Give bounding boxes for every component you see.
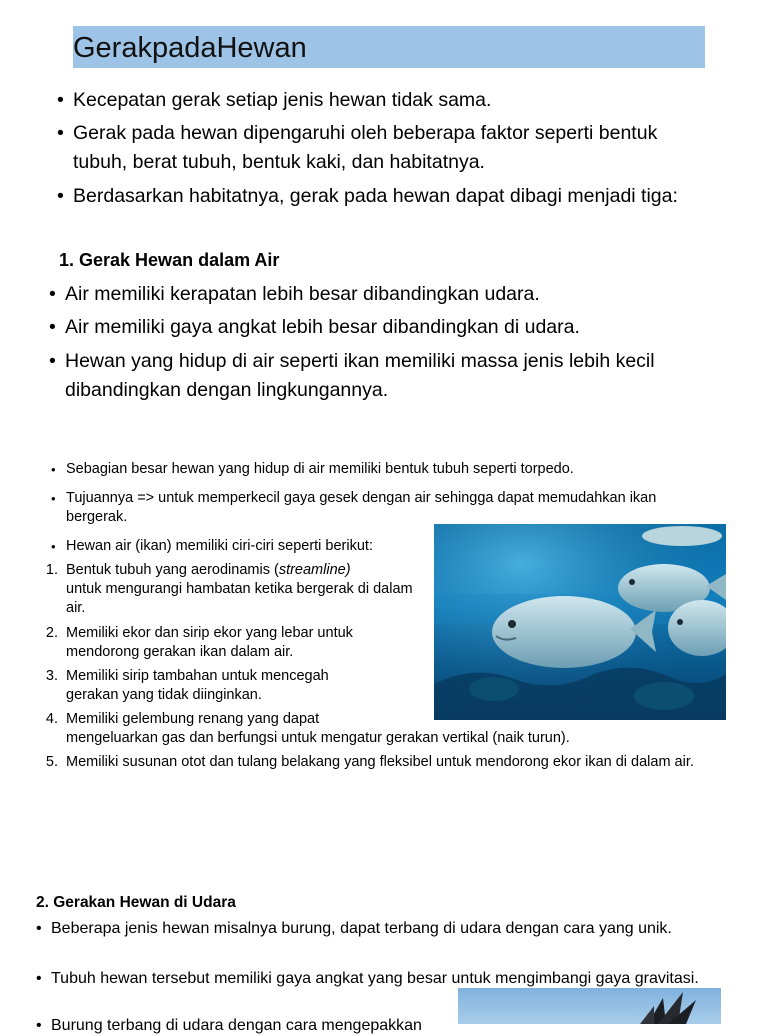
- item-text: Memiliki ekor dan sirip ekor yang lebar untuk mendorong gerakan ikan dalam air.: [66, 625, 353, 660]
- item-text: Memiliki sirip tambahan untuk mencegah gerakan yang tidak diinginkan.: [66, 668, 329, 703]
- numbered-item-1: [36, 561, 416, 618]
- small-bullet-1: Sebagian besar hewan yang hidup di air memiliki bentuk tubuh seperti torpedo.: [66, 461, 574, 477]
- small-bullet-3: Hewan air (ikan) memiliki ciri-ciri seperti berikut:: [66, 538, 373, 554]
- section1-bullet-3: Hewan yang hidup di air seperti ikan memiliki massa jenis lebih kecil dibandingkan dengan lingkungannya.: [65, 350, 655, 401]
- numbered-item-5: [36, 753, 736, 772]
- section1-bullet-1: Air memiliki kerapatan lebih besar dibandingkan udara.: [65, 283, 540, 305]
- numbered-item-3: [36, 667, 406, 705]
- page-title: GerakpadaHewan: [73, 32, 307, 64]
- item-number: 5.: [45, 754, 58, 770]
- item-number: 4.: [45, 711, 58, 727]
- item-text-cont: mengeluarkan gas dan berfungsi untuk mengatur gerakan vertikal (naik turun).: [66, 730, 570, 746]
- section2-bullet-2: Tubuh hewan tersebut memiliki gaya angkat yang besar untuk mengimbangi gaya gravitasi.: [51, 970, 699, 987]
- intro-bullet-3: Berdasarkan habitatnya, gerak pada hewan dapat dibagi menjadi tiga:: [73, 185, 678, 207]
- fish-illustration: [434, 524, 726, 720]
- intro-bullet-1: Kecepatan gerak setiap jenis hewan tidak sama.: [73, 89, 492, 111]
- section1-heading: 1. Gerak Hewan dalam Air: [59, 250, 280, 270]
- item-text: Memiliki susunan otot dan tulang belakang yang fleksibel untuk mendorong ekor ikan di dalam air.: [66, 754, 694, 770]
- item-text-cont: untuk mengurangi hambatan ketika bergerak di dalam air.: [66, 581, 413, 616]
- section2-bullet-3: Burung terbang di udara dengan cara mengepakkan: [51, 1017, 422, 1034]
- item-text: Bentuk tubuh yang aerodinamis (: [66, 562, 279, 578]
- item-italic: streamline): [278, 562, 351, 578]
- section1-bullet-2: Air memiliki gaya angkat lebih besar dibandingkan di udara.: [65, 316, 580, 338]
- intro-bullet-2: Gerak pada hewan dipengaruhi oleh beberapa faktor seperti bentuk tubuh, berat tubuh, bentuk kaki, dan habitatnya.: [73, 122, 658, 173]
- fish-photo: [434, 524, 726, 720]
- item-number: 3.: [45, 668, 58, 684]
- small-bullet-2: Tujuannya => untuk memperkecil gaya gesek dengan air sehingga dapat memudahkan ikan bergerak.: [66, 490, 657, 525]
- section2-heading: 2. Gerakan Hewan di Udara: [36, 894, 236, 911]
- section2-bullet-1: Beberapa jenis hewan misalnya burung, dapat terbang di udara dengan cara yang unik.: [51, 920, 672, 937]
- bird-photo: [458, 988, 721, 1024]
- item-number: 1.: [45, 562, 58, 578]
- item-text: Memiliki gelembung renang yang dapat: [66, 711, 320, 727]
- numbered-item-2: [36, 624, 406, 662]
- item-number: 2.: [45, 625, 58, 641]
- bird-illustration: [458, 988, 721, 1024]
